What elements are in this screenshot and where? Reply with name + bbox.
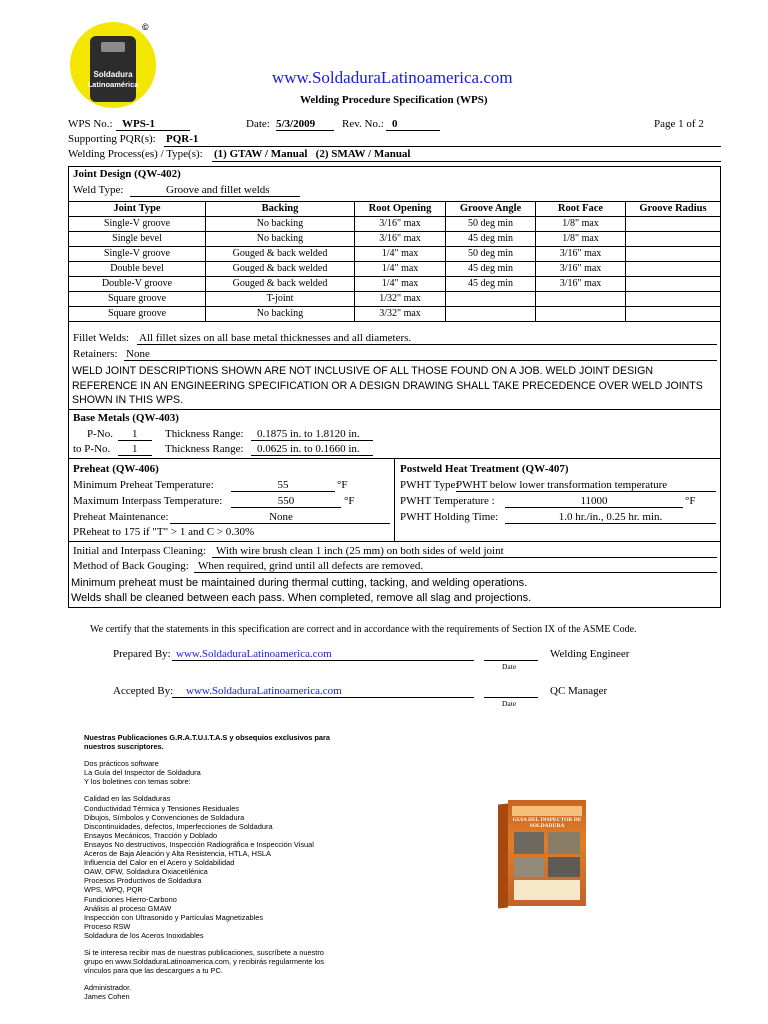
accepted-role: QC Manager	[550, 685, 608, 697]
book-cover-image	[498, 800, 588, 910]
logo-text-2: Latinoamérica	[87, 80, 139, 89]
max-interpass-value: 550	[231, 495, 341, 508]
preheat-title: Preheat (QW-406)	[73, 463, 159, 475]
publications-heading: Nuestras Publicaciones G.R.A.T.U.I.T.A.S y obsequios exclusivos para nuestros suscriptores.	[84, 733, 331, 752]
list-item: Inspección con Ultrasonido y Partículas Magnetizables	[84, 912, 264, 922]
site-url[interactable]: www.SoldaduraLatinoamerica.com	[272, 68, 513, 87]
table-cell: 1/8" max	[536, 232, 626, 247]
min-preheat-unit: °F	[337, 479, 348, 491]
table-cell: 1/8" max	[536, 217, 626, 232]
table-cell: 1/4" max	[355, 277, 446, 292]
weld-type-label: Weld Type:	[73, 184, 124, 196]
table-cell: T-joint	[206, 292, 355, 307]
table-cell: 3/32" max	[355, 307, 446, 322]
prepared-date-label: Date	[502, 662, 517, 671]
table-cell	[626, 262, 721, 277]
thickness-range-2: 0.0625 in. to 0.1660 in.	[251, 443, 373, 456]
min-preheat-label: Minimum Preheat Temperature:	[73, 479, 214, 491]
subscribe-text: Si te interesa recibir mas de nuestras publicaciones, suscríbete a nuestro grupo en www.SoldaduraLatinoamerica.com, y recibirás regularmente los vínculos para que las descargues a tu PC.	[84, 947, 324, 976]
publications-block	[84, 733, 334, 1001]
col-root-opening: Root Opening	[355, 202, 446, 217]
base-metals-title: Base Metals (QW-403)	[73, 412, 179, 424]
admin-label: Administrador.	[84, 983, 132, 993]
wps-no-label: WPS No.:	[68, 118, 113, 130]
pno-value-1: 1	[118, 428, 152, 441]
process-label: Welding Process(es) / Type(s):	[68, 148, 203, 160]
table-cell: 50 deg min	[446, 247, 536, 262]
list-item: Soldadura de los Aceros Inoxidables	[84, 930, 204, 940]
cleaning-note-2: Welds shall be cleaned between each pass. When completed, remove all slag and projections.	[71, 592, 532, 604]
document-title: Welding Procedure Specification (WPS)	[300, 94, 488, 106]
table-cell: Gouged & back welded	[206, 277, 355, 292]
table-cell: 45 deg min	[446, 277, 536, 292]
list-item: Análisis al proceso GMAW	[84, 903, 172, 913]
table-cell	[446, 307, 536, 322]
table-cell: 50 deg min	[446, 217, 536, 232]
table-cell: Gouged & back welded	[206, 262, 355, 277]
pno-label: P-No.	[87, 428, 113, 440]
preheat-maintenance-value: None	[269, 511, 293, 523]
intro-line: La Guía del Inspector de Soldadura	[84, 768, 201, 778]
pqr-value: PQR-1	[166, 133, 199, 145]
max-interpass-unit: °F	[344, 495, 355, 507]
table-cell: 3/16" max	[355, 232, 446, 247]
table-cell: 45 deg min	[446, 262, 536, 277]
table-cell: 3/16" max	[355, 217, 446, 232]
fillet-welds-label: Fillet Welds:	[73, 332, 130, 344]
to-pno-label: to P-No.	[73, 443, 111, 455]
table-row	[69, 292, 721, 307]
table-row	[69, 217, 721, 232]
intro-line: Dos prácticos software	[84, 759, 159, 769]
table-cell	[626, 232, 721, 247]
admin-name: James Cohen	[84, 992, 130, 1002]
thickness-range-label-1: Thickness Range:	[165, 428, 244, 440]
table-cell: No backing	[206, 232, 355, 247]
table-cell	[536, 292, 626, 307]
table-row	[69, 277, 721, 292]
pwht-temp-value: 11000	[505, 495, 683, 508]
list-item: Procesos Productivos de Soldadura	[84, 876, 202, 886]
accepted-date-label: Date	[502, 699, 517, 708]
intro-line: Y los boletines con temas sobre:	[84, 777, 191, 787]
table-cell: Double-V groove	[69, 277, 206, 292]
table-cell: Square groove	[69, 292, 206, 307]
list-item: Dibujos, Símbolos y Convenciones de Soldadura	[84, 812, 245, 822]
retainers-value: None	[126, 348, 150, 360]
prepared-by-link[interactable]: www.SoldaduraLatinoamerica.com	[176, 648, 332, 660]
cleaning-note-1: Minimum preheat must be maintained during thermal cutting, tacking, and welding operations.	[71, 577, 528, 589]
table-cell	[536, 307, 626, 322]
rev-label: Rev. No.:	[342, 118, 384, 130]
pwht-temp-label: PWHT Temperature :	[400, 495, 495, 507]
prepared-role: Welding Engineer	[550, 648, 630, 660]
list-item: Ensayos No destructivos, Inspección Radiográfica e Inspección Visual	[84, 839, 314, 849]
table-cell: 3/16" max	[536, 277, 626, 292]
back-gouging-label: Method of Back Gouging:	[73, 560, 189, 572]
joint-design-title: Joint Design (QW-402)	[73, 168, 181, 180]
back-gouging-value: When required, grind until all defects are removed.	[198, 560, 424, 572]
book-title: GUIA DEL INSPECTOR DE SOLDADURA	[512, 817, 582, 829]
table-row	[69, 262, 721, 277]
fillet-welds-value: All fillet sizes on all base metal thicknesses and all diameters.	[139, 332, 412, 344]
list-item: WPS, WPQ, PQR	[84, 885, 143, 895]
pwht-title: Postweld Heat Treatment (QW-407)	[400, 463, 569, 475]
table-row	[69, 232, 721, 247]
min-preheat-value: 55	[231, 479, 335, 492]
thickness-range-label-2: Thickness Range:	[165, 443, 244, 455]
initial-cleaning-label: Initial and Interpass Cleaning:	[73, 545, 206, 557]
col-groove-radius: Groove Radius	[626, 202, 721, 217]
table-cell: 45 deg min	[446, 232, 536, 247]
wps-no-value: WPS-1	[116, 118, 190, 131]
table-cell: No backing	[206, 307, 355, 322]
list-item: Aceros de Baja Aleación y Alta Resistencia, HTLA, HSLA	[84, 849, 271, 859]
list-item: Conductividad Térmica y Tensiones Residuales	[84, 803, 240, 813]
pwht-type-label: PWHT Type:	[400, 479, 459, 491]
table-cell: Gouged & back welded	[206, 247, 355, 262]
pno-value-2: 1	[118, 443, 152, 456]
table-cell	[626, 217, 721, 232]
page-number: Page 1 of 2	[654, 118, 704, 130]
table-cell	[626, 247, 721, 262]
pwht-hold-label: PWHT Holding Time:	[400, 511, 499, 523]
table-cell	[626, 307, 721, 322]
joint-table	[68, 201, 721, 322]
preheat-note: PReheat to 175 if "T" > 1 and C > 0.30%	[73, 526, 255, 538]
table-row	[69, 247, 721, 262]
table-cell	[446, 292, 536, 307]
table-cell: No backing	[206, 217, 355, 232]
logo	[70, 22, 156, 108]
table-cell: Single bevel	[69, 232, 206, 247]
col-root-face: Root Face	[536, 202, 626, 217]
table-cell: Single-V groove	[69, 247, 206, 262]
weld-type-value: Groove and fillet welds	[130, 184, 300, 197]
copyright-mark: ©	[142, 22, 149, 32]
list-item: OAW, OFW, Soldadura Oxiacetilénica	[84, 867, 208, 877]
table-cell: 1/4" max	[355, 247, 446, 262]
table-cell: 1/4" max	[355, 262, 446, 277]
prepared-by-label: Prepared By:	[113, 648, 171, 660]
col-backing: Backing	[206, 202, 355, 217]
date-value: 5/3/2009	[276, 118, 334, 131]
table-cell: 3/16" max	[536, 262, 626, 277]
process-value: (1) GTAW / Manual (2) SMAW / Manual	[214, 148, 411, 160]
list-item: Calidad en las Soldaduras	[84, 794, 171, 804]
accepted-by-label: Accepted By:	[113, 685, 174, 697]
pwht-type-value: PWHT below lower transformation temperature	[456, 479, 716, 492]
logo-text-1: Soldadura	[93, 70, 133, 79]
thickness-range-1: 0.1875 in. to 1.8120 in.	[251, 428, 373, 441]
col-joint-type: Joint Type	[69, 202, 206, 217]
table-cell: 1/32" max	[355, 292, 446, 307]
table-cell	[626, 292, 721, 307]
table-cell	[626, 277, 721, 292]
retainers-label: Retainers:	[73, 348, 118, 360]
table-cell: Double bevel	[69, 262, 206, 277]
date-label: Date:	[246, 118, 270, 130]
list-item: Fundiciones Hierro-Carbono	[84, 894, 177, 904]
list-item: Influencia del Calor en el Acero y Soldabilidad	[84, 858, 235, 868]
pwht-hold-value: 1.0 hr./in., 0.25 hr. min.	[505, 511, 716, 524]
table-cell: 3/16" max	[536, 247, 626, 262]
max-interpass-label: Maximum Interpass Temperature:	[73, 495, 223, 507]
list-item: Proceso RSW	[84, 921, 131, 931]
preheat-maintenance-label: Preheat Maintenance:	[73, 511, 169, 523]
initial-cleaning-value: With wire brush clean 1 inch (25 mm) on both sides of weld joint	[216, 545, 504, 557]
list-item: Discontinuidades, defectos, Imperfecciones de Soldadura	[84, 821, 273, 831]
pwht-temp-unit: °F	[685, 495, 696, 507]
table-row	[69, 307, 721, 322]
joint-note: WELD JOINT DESCRIPTIONS SHOWN ARE NOT INCLUSIVE OF ALL THOSE FOUND ON A JOB. WELD JOINT DESIGN REFERENCE IN AN ENGINEERING SPECIFICATION OR A DESIGN DRAWING SHALL TAKE PRECEDENCE OVER WELD JOINTS SHOWN IN THIS WPS.	[72, 365, 703, 406]
table-cell: Square groove	[69, 307, 206, 322]
list-item: Ensayos Mecánicos, Tracción y Doblado	[84, 830, 218, 840]
accepted-by-link[interactable]: www.SoldaduraLatinoamerica.com	[186, 685, 342, 697]
rev-value: 0	[386, 118, 440, 131]
col-groove-angle: Groove Angle	[446, 202, 536, 217]
pqr-label: Supporting PQR(s):	[68, 133, 156, 145]
table-cell: Single-V groove	[69, 217, 206, 232]
certify-statement: We certify that the statements in this specification are correct and in accordance with the requirements of Section IX of the ASME Code.	[90, 624, 637, 635]
